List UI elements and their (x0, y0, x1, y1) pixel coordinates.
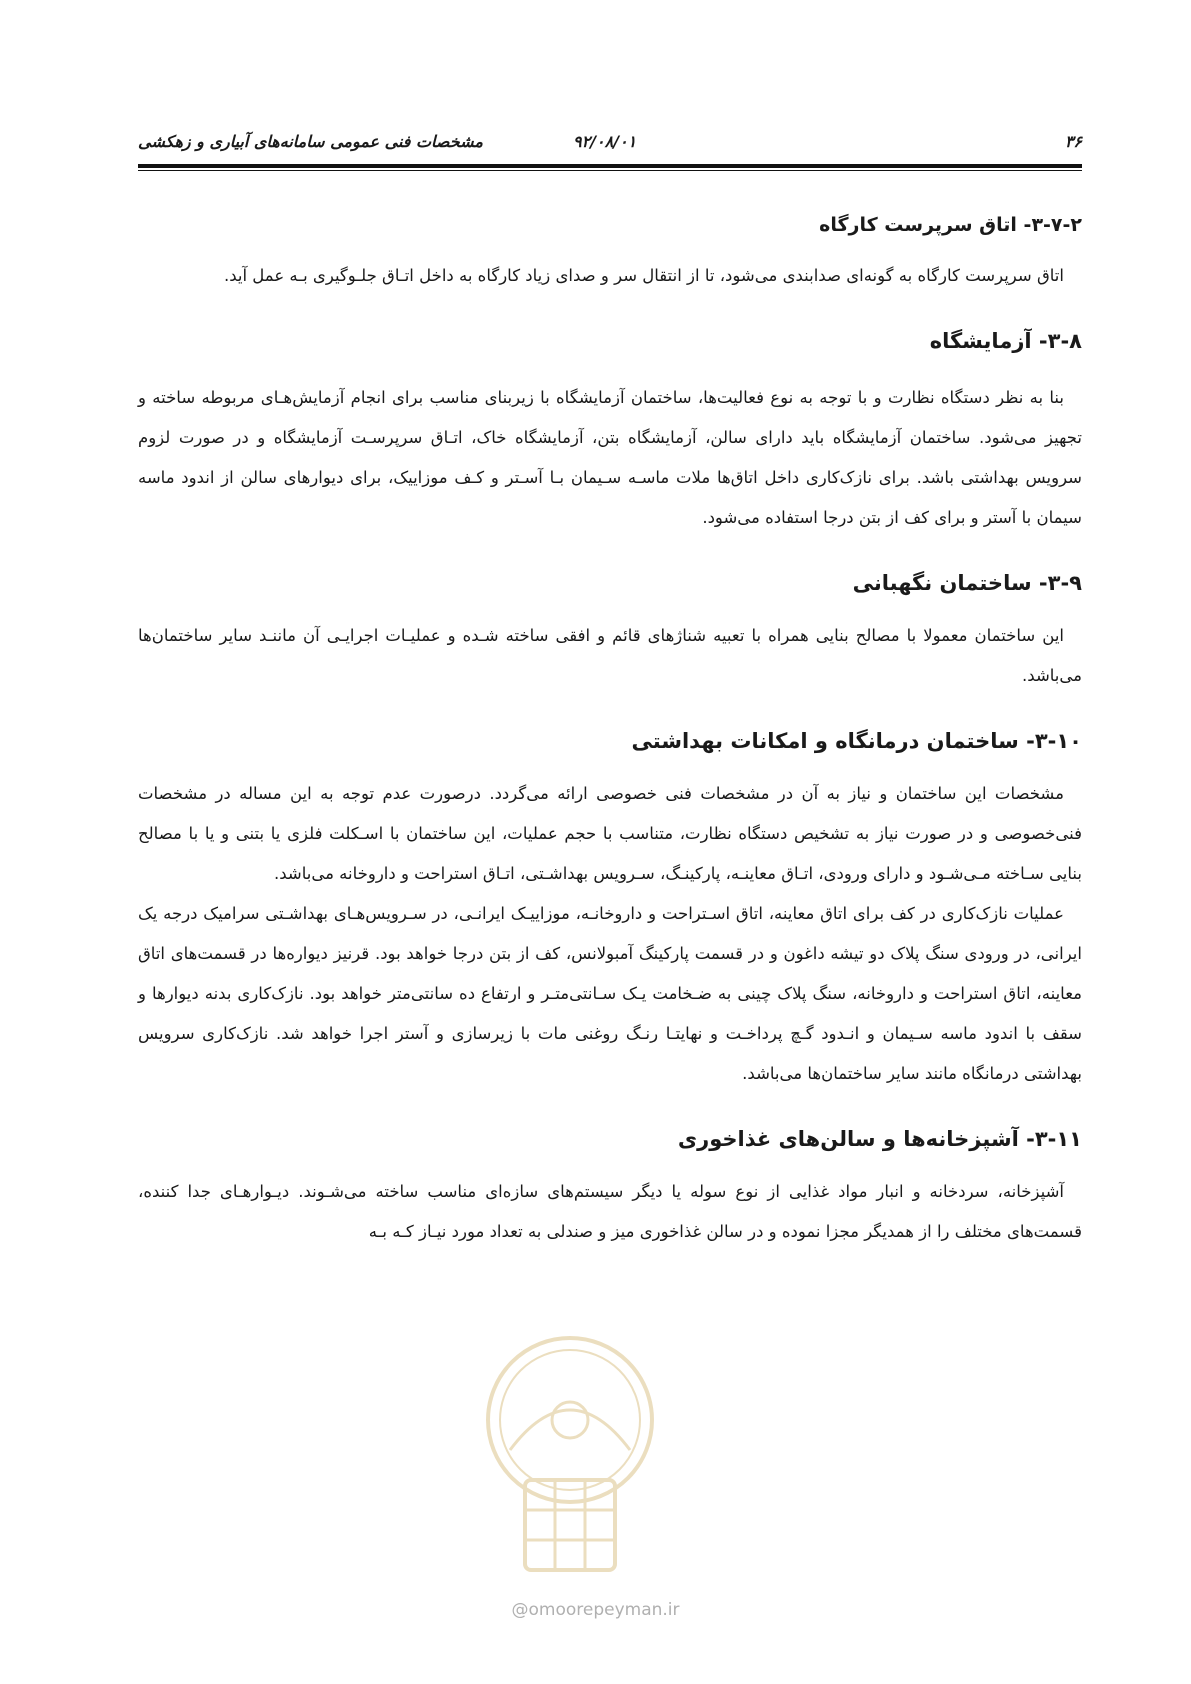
section-3-7-2 (138, 210, 1082, 296)
section-heading: ۳-۹- ساختمان نگهبانی (852, 571, 1082, 595)
section-heading: ۳-۸- آزمایشگاه (929, 329, 1082, 353)
paragraph: عملیات نازک‌کاری در کف برای اتاق معاینه، اتاق اسـتراحت و داروخانـه، موزاییـک ایرانـی، در سـرویس‌هـای بهداشـتی سرامیک درجه یک ایرانی، در ورودی سنگ پلاک دو تیشه داغون و در قسمت پارکینگ آمبولانس، کف از بتن درجا خواهد بود. قرنیز دیواره‌ها در قسمت‌های اتاق معاینه، اتاق استراحت و داروخانه، سنگ پلاک چینی به ضـخامت یـک سـانتی‌متـر و ارتفاع ده سانتی‌متر خواهد بود. نازک‌کاری بدنه دیوارها و سقف با اندود ماسه سـیمان و انـدود گـچ پرداخـت و نهایتـا رنـگ روغنی مات با زیرسازی و آستر اجرا خواهد شد. نازک‌کاری سرویس بهداشتی درمانگاه مانند سایر ساختمان‌ها می‌باشد. (138, 904, 1082, 1083)
watermark-url: @omoorepeyman.ir (511, 1600, 680, 1620)
watermark-seal (470, 1330, 670, 1590)
section-heading: ۳-۷-۲- اتاق سرپرست کارگاه (819, 214, 1082, 236)
header-rule-thick (138, 164, 1082, 168)
paragraph: این ساختمان معمولا با مصالح بنایی همراه با تعبیه شناژهای قائم و افقی ساخته شـده و عملیـات اجرایـی آن ماننـد سایر ساختمان‌ها می‌باشد. (138, 626, 1082, 685)
section-heading: ۳-۱۱- آشپزخانه‌ها و سالن‌های غذاخوری (677, 1127, 1082, 1151)
paragraph: بنا به نظر دستگاه نظارت و با توجه به نوع فعالیت‌ها، ساختمان آزمایشگاه با زیربنای مناسب برای انجام آزمایش‌هـای مربوطه ساخته و تجهیز می‌شود. ساختمان آزمایشگاه باید دارای سالن، آزمایشگاه بتن، آزمایشگاه خاک، اتـاق سرپرسـت آزمایشگاه و در صورت لزوم سرویس بهداشتی باشد. برای نازک‌کاری داخل اتاق‌ها ملات ماسـه سـیمان بـا آسـتر و کـف موزاییک، برای دیوارهای سالن از اندود ماسه سیمان با آستر و برای کف از بتن درجا استفاده می‌شود. (138, 388, 1082, 527)
page-number: ۳۶ (1064, 132, 1082, 151)
section-3-8 (138, 326, 1082, 538)
paragraph: مشخصات این ساختمان و نیاز به آن در مشخصات فنی خصوصی ارائه می‌گردد. درصورت عدم توجه به این مساله در مشخصات فنی‌خصوصی و در صورت نیاز به تشخیص دستگاه نظارت، متناسب با حجم عملیات، این ساختمان با اسـکلت فلزی یا بتنی و یا با مصالح بنایی سـاخته مـی‌شـود و دارای ورودی، اتـاق معاینـه، پارکینـگ، سـرویس بهداشـتی، اتـاق استراحت و داروخانه می‌باشد. (138, 784, 1082, 883)
header-title: مشخصات فنی عمومی سامانه‌های آبیاری و زهکشی (138, 132, 483, 151)
header-rule-thin (138, 170, 1082, 171)
section-3-9 (138, 568, 1082, 696)
document-body (138, 210, 1082, 1276)
section-heading: ۳-۱۰- ساختمان درمانگاه و امکانات بهداشتی (631, 729, 1082, 753)
running-header (138, 128, 1082, 156)
section-3-11 (138, 1124, 1082, 1252)
header-date: ۹۲/۰۸/۰۱ (573, 132, 637, 151)
paragraph: اتاق سرپرست کارگاه به گونه‌ای صدابندی می‌شود، تا از انتقال سر و صدای زیاد کارگاه به داخل اتـاق جلـوگیری بـه عمل آید. (223, 266, 1064, 285)
paragraph: آشپزخانه، سردخانه و انبار مواد غذایی از نوع سوله یا دیگر سیستم‌های سازه‌ای مناسب ساخته می‌شـوند. دیـوارهـای جدا کننده، قسمت‌های مختلف را از همدیگر مجزا نموده و در سالن غذاخوری میز و صندلی به تعداد مورد نیـاز کـه بـه (138, 1182, 1082, 1241)
section-3-10 (138, 726, 1082, 1094)
